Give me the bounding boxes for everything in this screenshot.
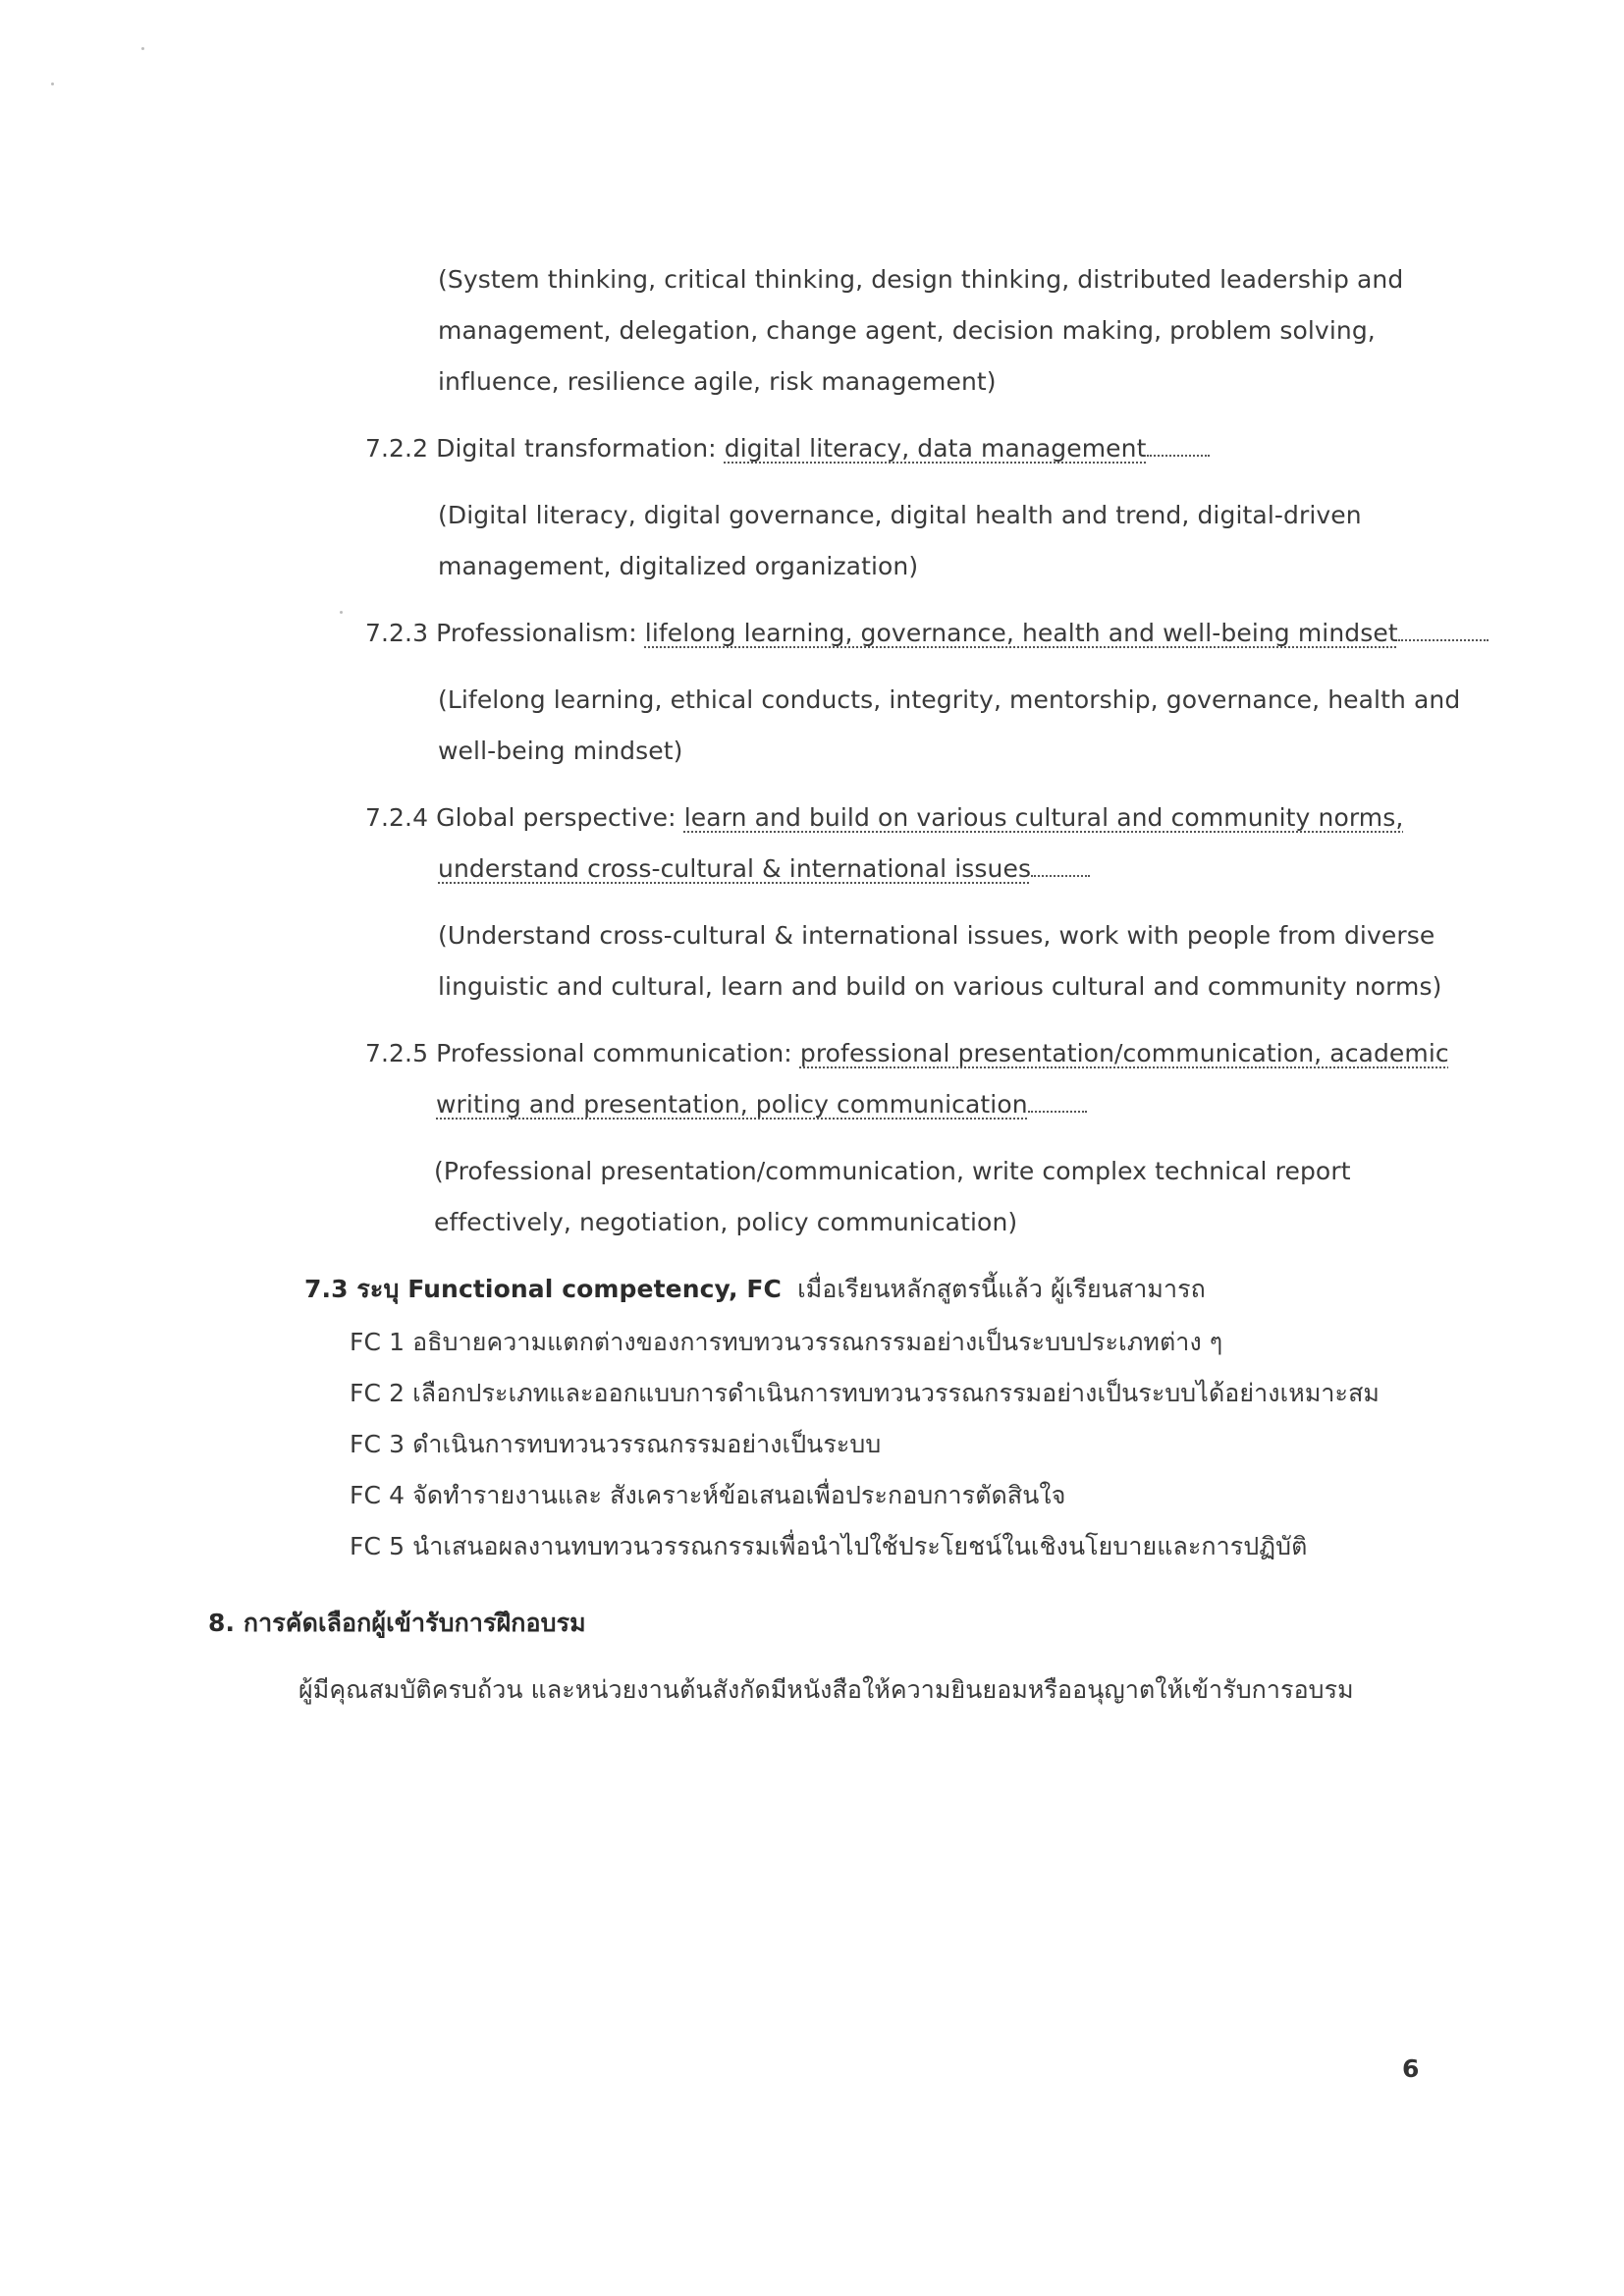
competency-detail-line: well-being mindset) (438, 737, 683, 765)
dotted-fill-line (1031, 853, 1090, 877)
fc-item: FC 5 นำเสนอผลงานทบทวนวรรณกรรมเพื่อนำไปใช้ประโยชน์ในเชิงนโยบายและการปฏิบัติ (350, 1532, 1308, 1560)
competency-detail-line: (Digital literacy, digital governance, digital health and trend, digital-driven (438, 501, 1362, 529)
competency-detail-line: (System thinking, critical thinking, design thinking, distributed leadership and (438, 265, 1404, 294)
competency-detail-line: (Professional presentation/communication, write complex technical report (434, 1157, 1351, 1185)
section-8-body: ผู้มีคุณสมบัติครบถ้วน และหน่วยงานต้นสังกัดมีหนังสือให้ความยินยอมหรืออนุญาตให้เข้ารับการอบรม (298, 1675, 1354, 1704)
scan-speck (141, 47, 144, 50)
filled-answer: lifelong learning, governance, health and well-being mindset (644, 619, 1398, 647)
item-7-2-5-continued (436, 1088, 1087, 1121)
page-number: 6 (1402, 2054, 1420, 2083)
item-7-2-3 (365, 617, 1489, 650)
section-8-heading: 8. การคัดเลือกผู้เข้ารับการฝึกอบรม (208, 1609, 586, 1637)
fc-item: FC 4 จัดทำรายงานและ สังเคราะห์ข้อเสนอเพื่อประกอบการตัดสินใจ (350, 1481, 1066, 1509)
item-7-2-5 (365, 1037, 1449, 1070)
dotted-fill-line (1028, 1089, 1087, 1113)
competency-detail-line: effectively, negotiation, policy communication) (434, 1208, 1018, 1236)
dotted-fill-line (1147, 433, 1210, 457)
competency-detail-line: (Understand cross-cultural & international issues, work with people from diverse (438, 921, 1435, 950)
item-7-2-4-continued (438, 852, 1090, 886)
filled-answer: professional presentation/communication, academic (799, 1039, 1449, 1067)
item-7-2-4 (365, 801, 1403, 835)
item-7-2-2 (365, 432, 1210, 465)
section-heading: 7.3 ระบุ Functional competency, FC (304, 1275, 783, 1303)
scan-speck (51, 82, 54, 85)
filled-answer: understand cross-cultural & international issues (438, 854, 1032, 883)
competency-detail-line: management, digitalized organization) (438, 552, 919, 580)
competency-detail-line: linguistic and cultural, learn and build on various cultural and community norms) (438, 972, 1442, 1001)
dotted-fill-line (1398, 618, 1489, 641)
fc-item: FC 3 ดำเนินการทบทวนวรรณกรรมอย่างเป็นระบบ (350, 1430, 882, 1458)
section-7-3-heading (304, 1273, 1206, 1306)
competency-detail-line: management, delegation, change agent, decision making, problem solving, (438, 316, 1376, 345)
competency-detail-line: (Lifelong learning, ethical conducts, integrity, mentorship, governance, health and (438, 685, 1461, 714)
filled-answer: writing and presentation, policy communication (436, 1090, 1028, 1119)
competency-detail-line: influence, resilience agile, risk management) (438, 367, 997, 396)
scan-speck (340, 611, 343, 614)
item-label: 7.2.2 Digital transformation: (365, 434, 725, 463)
fc-item: FC 1 อธิบายความแตกต่างของการทบทวนวรรณกรรมอย่างเป็นระบบประเภทต่าง ๆ (350, 1328, 1223, 1356)
fc-item: FC 2 เลือกประเภทและออกแบบการดำเนินการทบทวนวรรณกรรมอย่างเป็นระบบได้อย่างเหมาะสม (350, 1379, 1380, 1407)
section-heading-suffix: เมื่อเรียนหลักสูตรนี้แล้ว ผู้เรียนสามารถ (797, 1275, 1206, 1303)
filled-answer: learn and build on various cultural and community norms, (683, 803, 1404, 832)
filled-answer: digital literacy, data management (724, 434, 1147, 463)
item-label: 7.2.4 Global perspective: (365, 803, 684, 832)
item-label: 7.2.3 Professionalism: (365, 619, 645, 647)
item-label: 7.2.5 Professional communication: (365, 1039, 800, 1067)
